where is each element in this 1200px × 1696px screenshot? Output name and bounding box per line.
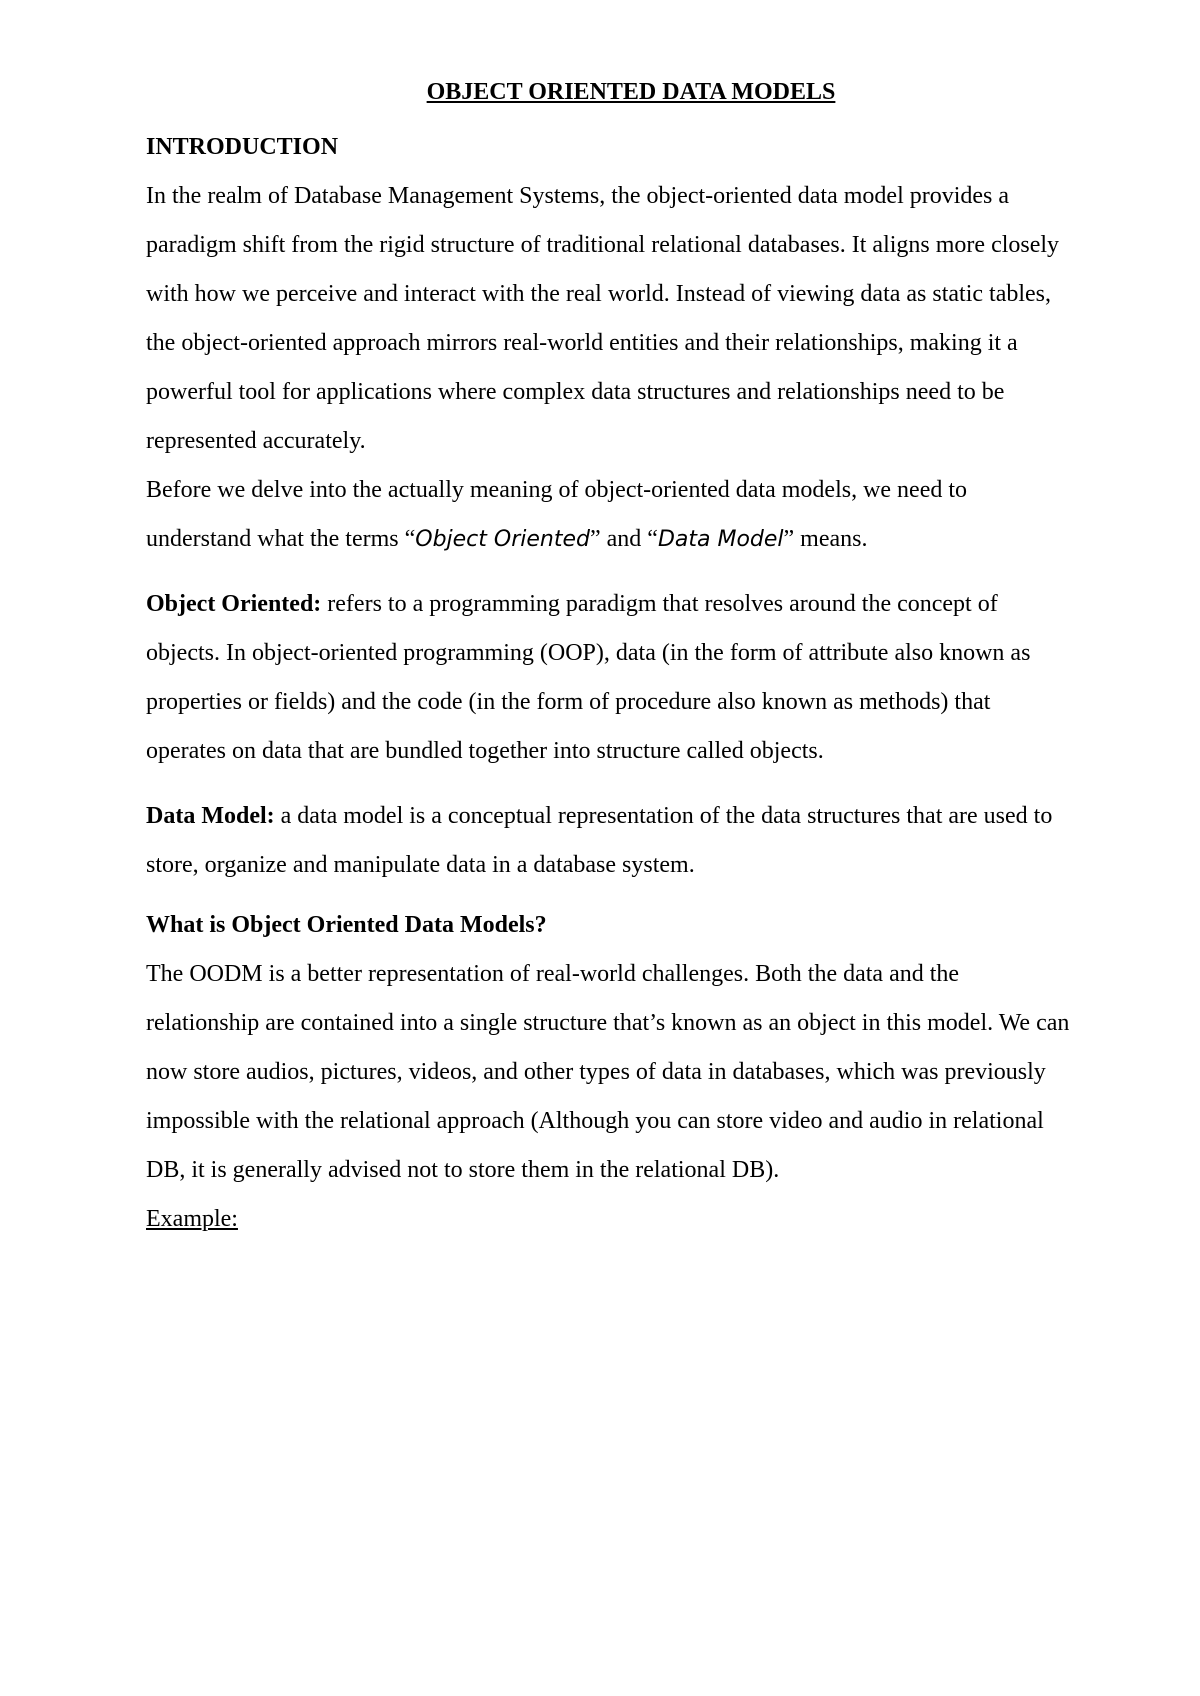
oodm-heading: What is Object Oriented Data Models? — [146, 912, 547, 938]
document-title: OBJECT ORIENTED DATA MODELS — [426, 79, 836, 105]
terms-text-before: Before we delve into the actually meaning of object-oriented data models, we need to understand what the terms “ — [146, 477, 968, 552]
term-data-model: Data Model — [657, 527, 784, 552]
object-oriented-label: Object Oriented: — [146, 591, 322, 617]
data-model-label: Data Model: — [146, 803, 275, 829]
object-oriented-text: refers to a programming paradigm that resolves around the concept of objects. In object-oriented programming (OOP), data (in the form of attribute also known as properties or fields) and the code (in the form of procedure also known as methods) that operates on data that are bundled together into structure called objects. — [146, 591, 1031, 764]
terms-text-middle: ” and “ — [589, 526, 658, 552]
object-oriented-definition — [146, 580, 1076, 776]
introduction-paragraph: In the realm of Database Management Systems, the object-oriented data model provides a paradigm shift from the rigid structure of traditional relational databases. It aligns more closely with how we perceive and interact with the real world. Instead of viewing data as static tables, the object-oriented approach mirrors real-world entities and their relationships, making it a powerful tool for applications where complex data structures and relationships need to be represented accurately. — [146, 183, 1060, 454]
oodm-paragraph: The OODM is a better representation of real-world challenges. Both the data and the relationship are contained into a single structure that’s known as an object in this model. We can now store audios, pictures, videos, and other types of data in databases, which was previously impossible with the relational approach (Although you can store video and audio in relational DB, it is generally advised not to store them in the relational DB). — [146, 961, 1070, 1183]
document-body — [146, 72, 1076, 1244]
terms-paragraph — [146, 466, 1076, 564]
introduction-heading: INTRODUCTION — [146, 134, 339, 160]
data-model-text: a data model is a conceptual representation of the data structures that are used to store, organize and manipulate data in a database system. — [146, 803, 1053, 878]
example-label: Example: — [146, 1206, 238, 1232]
terms-text-after: ” means. — [783, 526, 868, 552]
data-model-definition — [146, 792, 1076, 890]
term-object-oriented: Object Oriented — [415, 527, 590, 552]
